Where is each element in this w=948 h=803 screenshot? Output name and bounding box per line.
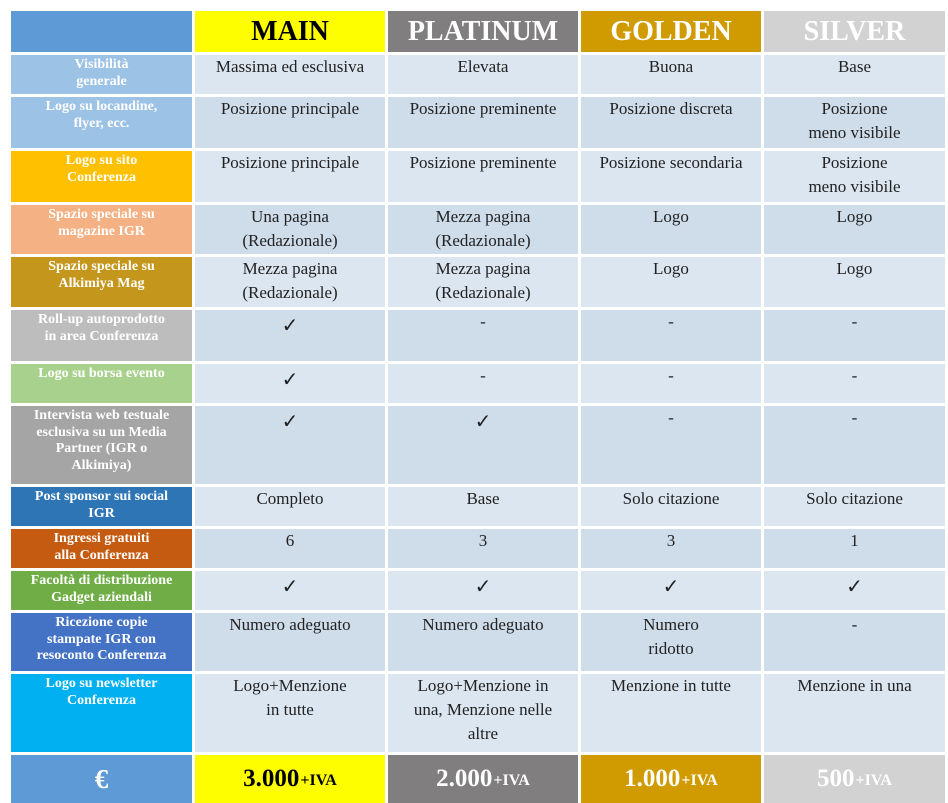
currency-symbol: € [11,755,192,803]
price-platinum [388,755,578,803]
tier-header-silver: SILVER [764,11,945,52]
table-cell: Logo [764,257,945,307]
table-cell: Mezza pagina (Redazionale) [388,257,578,307]
table-cell: Posizione secondaria [581,151,761,202]
check-icon: ✓ [388,406,578,484]
feature-label: Roll-up autoprodotto in area Conferenza [11,310,192,361]
feature-label: Spazio speciale su Alkimiya Mag [11,257,192,307]
table-cell: Logo+Menzione in tutte [195,674,385,752]
table-cell: Numero adeguato [195,613,385,671]
table-cell: Numero adeguato [388,613,578,671]
table-cell: 3 [388,529,578,568]
sponsorship-table [11,11,937,794]
feature-label: Intervista web testuale esclusiva su un Media Partner (IGR o Alkimiya) [11,406,192,484]
table-cell: Posizione meno visibile [764,97,945,148]
check-icon: ✓ [195,364,385,403]
table-cell: 6 [195,529,385,568]
feature-label: Logo su newsletter Conferenza [11,674,192,752]
table-cell: Solo citazione [764,487,945,526]
feature-label: Logo su sito Conferenza [11,151,192,202]
table-cell: Base [388,487,578,526]
feature-label: Visibilità generale [11,55,192,94]
price-suffix: +IVA [300,772,337,789]
table-cell: Numero ridotto [581,613,761,671]
table-cell: - [764,310,945,361]
table-cell: - [764,613,945,671]
table-cell: Posizione principale [195,151,385,202]
price-golden [581,755,761,803]
table-cell: Posizione discreta [581,97,761,148]
tier-header-main: MAIN [195,11,385,52]
price-amount: 1.000 [624,765,681,792]
check-icon: ✓ [195,571,385,610]
feature-label: Ricezione copie stampate IGR con resoconto Conferenza [11,613,192,671]
table-cell: - [764,364,945,403]
check-icon: ✓ [195,406,385,484]
price-amount: 3.000 [243,765,300,792]
check-icon: ✓ [764,571,945,610]
table-cell: Mezza pagina (Redazionale) [195,257,385,307]
check-icon: ✓ [388,571,578,610]
price-amount: 500 [817,765,855,792]
table-cell: 1 [764,529,945,568]
feature-label: Spazio speciale su magazine IGR [11,205,192,254]
table-cell: Solo citazione [581,487,761,526]
header-corner [11,11,192,52]
price-main [195,755,385,803]
table-cell: Logo+Menzione in una, Menzione nelle altre [388,674,578,752]
feature-label: Ingressi gratuiti alla Conferenza [11,529,192,568]
table-cell: Logo [764,205,945,254]
price-suffix: +IVA [493,772,530,789]
check-icon: ✓ [581,571,761,610]
table-cell: Posizione preminente [388,97,578,148]
table-cell: Posizione preminente [388,151,578,202]
tier-header-golden: GOLDEN [581,11,761,52]
price-suffix: +IVA [681,772,718,789]
table-cell: Una pagina (Redazionale) [195,205,385,254]
feature-label: Facoltà di distribuzione Gadget aziendali [11,571,192,610]
check-icon: ✓ [195,310,385,361]
table-cell: - [764,406,945,484]
tier-header-platinum: PLATINUM [388,11,578,52]
table-cell: - [388,364,578,403]
price-amount: 2.000 [436,765,493,792]
table-cell: Posizione meno visibile [764,151,945,202]
table-cell: - [581,364,761,403]
table-cell: Menzione in una [764,674,945,752]
feature-label: Logo su borsa evento [11,364,192,403]
table-cell: Mezza pagina (Redazionale) [388,205,578,254]
table-cell: 3 [581,529,761,568]
table-cell: Completo [195,487,385,526]
price-silver [764,755,945,803]
table-cell: Elevata [388,55,578,94]
feature-label: Logo su locandine, flyer, ecc. [11,97,192,148]
table-cell: Logo [581,205,761,254]
table-cell: Posizione principale [195,97,385,148]
table-cell: Buona [581,55,761,94]
table-cell: Massima ed esclusiva [195,55,385,94]
table-cell: Menzione in tutte [581,674,761,752]
table-cell: - [388,310,578,361]
table-cell: Base [764,55,945,94]
table-cell: - [581,406,761,484]
table-cell: Logo [581,257,761,307]
feature-label: Post sponsor sui social IGR [11,487,192,526]
price-suffix: +IVA [855,772,892,789]
table-cell: - [581,310,761,361]
